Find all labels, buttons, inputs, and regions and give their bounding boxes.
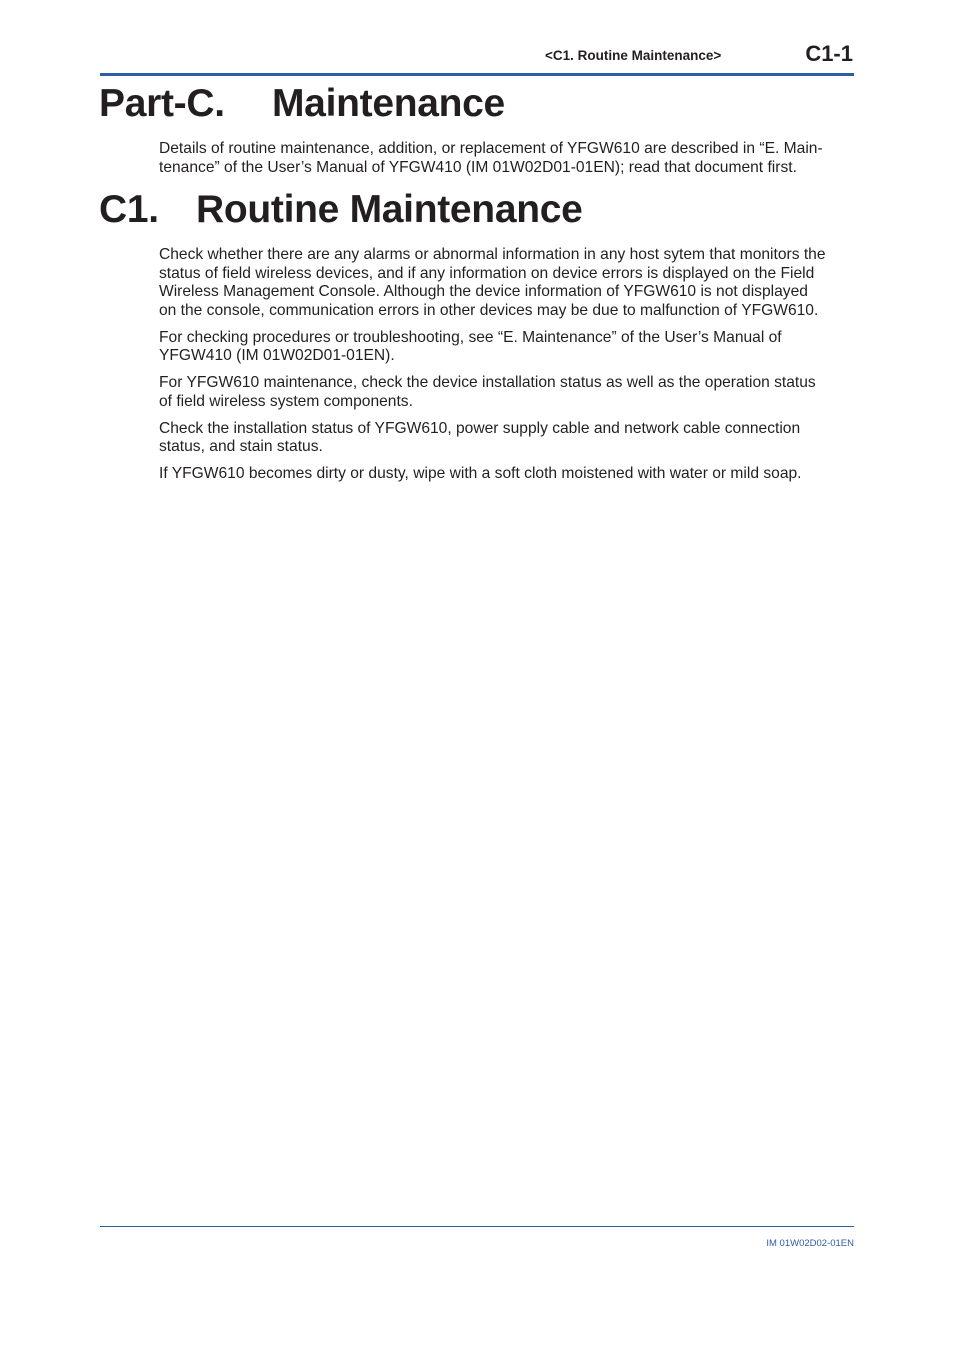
body-paragraph	[159, 420, 855, 457]
body-line: of field wireless system components.	[159, 392, 413, 410]
part-number: Part-C.	[99, 82, 225, 125]
page-number: C1-1	[805, 41, 853, 66]
chapter-body	[159, 246, 855, 492]
body-paragraph	[159, 374, 855, 411]
body-line: Check whether there are any alarms or abnormal information in any host sytem that monitors the	[159, 246, 826, 263]
running-header-section: <C1. Routine Maintenance>	[545, 48, 722, 63]
chapter-heading	[99, 188, 583, 232]
document-number: IM 01W02D02-01EN	[766, 1238, 854, 1249]
body-paragraph	[159, 465, 855, 484]
body-line: For checking procedures or troubleshooting, see “E. Maintenance” of the User’s Manual of	[159, 328, 782, 346]
body-line: Check the installation status of YFGW610, power supply cable and network cable connection	[159, 419, 801, 437]
body-line: on the console, communication errors in other devices may be due to malfunction of YFGW610.	[159, 301, 819, 319]
footer-divider	[100, 1226, 854, 1227]
chapter-number: C1.	[99, 188, 159, 231]
body-paragraph	[159, 246, 855, 320]
intro-line: tenance” of the User’s Manual of YFGW410 (IM 01W02D01-01EN); read that document first.	[159, 158, 797, 176]
body-line: status of field wireless devices, and if any information on device errors is displayed on the Field	[159, 264, 815, 282]
body-line: YFGW410 (IM 01W02D01-01EN).	[159, 347, 395, 364]
intro-paragraph	[159, 140, 853, 177]
body-paragraph	[159, 329, 855, 366]
chapter-title: Routine Maintenance	[196, 188, 583, 231]
header-divider	[100, 73, 854, 76]
part-intro	[159, 140, 853, 177]
body-line: If YFGW610 becomes dirty or dusty, wipe with a soft cloth moistened with water or mild soap.	[159, 465, 802, 482]
body-line: For YFGW610 maintenance, check the device installation status as well as the operation status	[159, 374, 816, 391]
part-title: Maintenance	[272, 82, 505, 125]
intro-line: Details of routine maintenance, addition, or replacement of YFGW610 are described in “E. Main-	[159, 140, 823, 157]
body-line: Wireless Management Console. Although the device information of YFGW610 is not displayed	[159, 283, 808, 300]
body-line: status, and stain status.	[159, 438, 323, 455]
part-heading	[99, 82, 505, 126]
